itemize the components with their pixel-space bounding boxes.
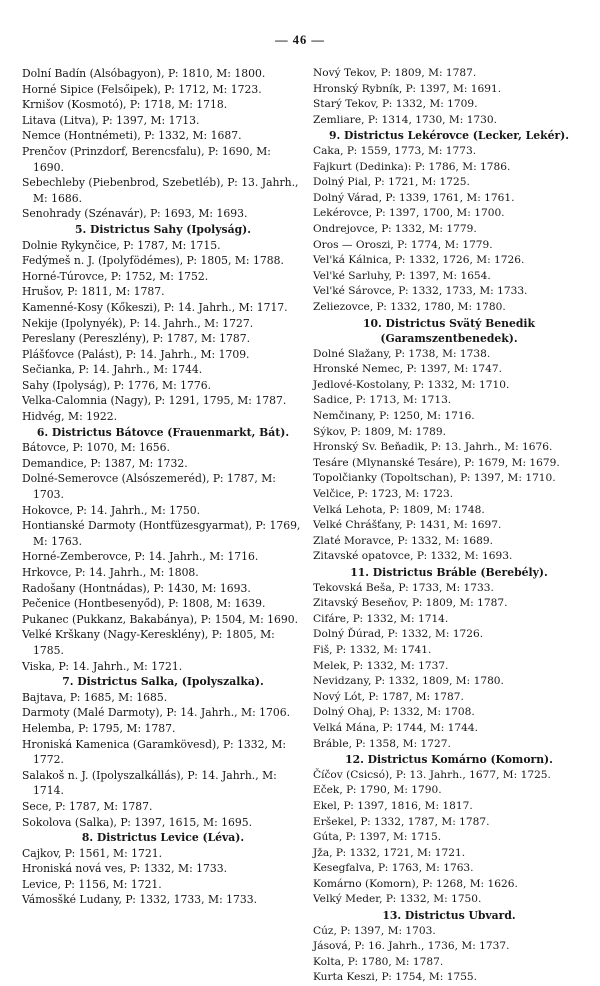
parish-entry: Velká Lehota, P: 1809, M: 1748.: [313, 503, 485, 516]
parish-entry: Cajkov, P: 1561, M: 1721.: [22, 846, 163, 860]
parish-entry: Salakoš n. J. (Ipolyszalkállás), P: 14. Jahrh., M: 1714.: [22, 768, 277, 798]
parish-entry: Komárno (Komorn), P: 1268, M: 1626.: [313, 877, 518, 890]
parish-entry: Velká Mána, P: 1744, M: 1744.: [313, 721, 478, 734]
right-column: [313, 66, 585, 986]
district-heading-text: 9. Districtus Lekérovce (Lecker, Lekér).: [328, 129, 570, 143]
parish-entry: Dolný Ohaj, P: 1332, M: 1708.: [313, 706, 475, 719]
left-column: [22, 66, 304, 908]
parish-entry: Demandice, P: 1387, M: 1732.: [22, 456, 188, 470]
parish-entry: Hronské Nemec, P: 1397, M: 1747.: [313, 363, 503, 376]
district-heading-text: 11. Districtus Bráble (Berebély).: [350, 566, 548, 579]
parish-entry: Topolčianky (Topoltschan), P: 1397, M: 1710.: [313, 472, 556, 485]
parish-entry: Dolný Várad, P: 1339, 1761, M: 1761.: [313, 191, 515, 204]
district-heading: [313, 128, 585, 144]
parish-entry: Nekije (Ipolynyék), P: 14. Jahrh., M: 1727.: [22, 316, 254, 330]
parish-entry: Helemba, P: 1795, M: 1787.: [22, 721, 176, 735]
parish-entry: Cifáre, P: 1332, M: 1714.: [313, 612, 449, 625]
parish-entry: Radošany (Hontnádas), P: 1430, M: 1693.: [22, 581, 251, 595]
parish-entry: Vámosšké Ludany, P: 1332, 1733, M: 1733.: [22, 893, 258, 907]
parish-entry: Gúta, P: 1397, M: 1715.: [313, 831, 442, 844]
parish-entry: Číčov (Csicsó), P: 13. Jahrh., 1677, M: 1725.: [313, 768, 551, 781]
parish-entry: Dolní Badín (Alsóbagyon), P: 1810, M: 1800.: [22, 67, 266, 80]
district-heading: [313, 752, 585, 768]
district-heading-text: 12. Districtus Komárno (Komorn).: [345, 753, 553, 767]
parish-entry: Zemliare, P: 1314, 1730, M: 1730.: [313, 113, 498, 126]
parish-entry: Sýkov, P: 1809, M: 1789.: [313, 425, 446, 438]
district-heading: [313, 316, 585, 347]
district-heading-text: 7. Districtus Salka, (Ipolyszalka).: [62, 675, 264, 689]
parish-entry: Tesáre (Mlynanské Tesáre), P: 1679, M: 1679.: [313, 456, 560, 469]
parish-entry: Pečenice (Hontbesenyőd), P: 1808, M: 1639.: [22, 597, 266, 611]
parish-entry: Zlaté Moravce, P: 1332, M: 1689.: [313, 534, 493, 547]
parish-entry: Hokovce, P: 14. Jahrh., M: 1750.: [22, 503, 201, 517]
parish-entry: Prenčov (Prinzdorf, Berencsfalu), P: 1690, M: 1690.: [22, 144, 271, 174]
parish-entry: Jža, P: 1332, 1721, M: 1721.: [313, 846, 466, 859]
parish-entry: Velčice, P: 1723, M: 1723.: [313, 488, 454, 501]
district-heading-text: 6. Districtus Bátovce (Frauenmarkt, Bát).: [36, 425, 290, 439]
parish-entry: Horné Sipice (Felsőipek), P: 1712, M: 1723.: [22, 82, 262, 96]
district-heading: [313, 565, 585, 581]
parish-entry: Vel'ká Kálnica, P: 1332, 1726, M: 1726.: [313, 254, 525, 267]
parish-entry: Dolný Pial, P: 1721, M: 1725.: [313, 176, 470, 189]
parish-entry: Bajtava, P: 1685, M: 1685.: [22, 690, 168, 704]
parish-entry: Dolné Slažany, P: 1738, M: 1738.: [313, 347, 491, 360]
parish-entry: Sece, P: 1787, M: 1787.: [22, 799, 153, 813]
parish-entry: Hrkovce, P: 14. Jahrh., M: 1808.: [22, 566, 199, 579]
parish-entry: Bráble, P: 1358, M: 1727.: [313, 737, 451, 750]
parish-entry: Fedýmeš n. J. (Ipolyfödémes), P: 1805, M: 1788.: [22, 254, 284, 268]
parish-entry: Jásová, P: 16. Jahrh., 1736, M: 1737.: [313, 940, 510, 953]
parish-entry: Hronský Rybník, P: 1397, M: 1691.: [313, 82, 502, 95]
parish-entry: Kurta Keszi, P: 1754, M: 1755.: [313, 971, 478, 984]
parish-entry: Velka-Calomnia (Nagy), P: 1291, 1795, M: 1787.: [22, 394, 287, 408]
parish-entry: Sokolova (Salka), P: 1397, 1615, M: 1695.: [22, 815, 253, 829]
parish-entry: Hidvég, M: 1922.: [22, 410, 118, 424]
parish-entry: Fiš, P: 1332, M: 1741.: [313, 643, 432, 656]
parish-entry: Vel'ké Sárovce, P: 1332, 1733, M: 1733.: [313, 285, 528, 298]
parish-entry: Krnišov (Kosmotó), P: 1718, M: 1718.: [22, 98, 228, 112]
parish-entry: Nový Lót, P: 1787, M: 1787.: [313, 690, 464, 703]
parish-entry: Sečianka, P: 14. Jahrh., M: 1744.: [22, 363, 203, 377]
parish-entry: Senohrady (Szénavár), P: 1693, M: 1693.: [22, 207, 248, 221]
parish-entry: Dolnie Rykynčice, P: 1787, M: 1715.: [22, 238, 221, 252]
parish-entry: Sebechleby (Piebenbrod, Szebetléb), P: 13. Jahrh., M: 1686.: [22, 176, 299, 205]
parish-entry: Dolné-Semerovce (Alsószemeréd), P: 1787, M: 1703.: [22, 472, 276, 502]
parish-entry: Darmoty (Malé Darmoty), P: 14. Jahrh., M: 1706.: [22, 706, 291, 720]
district-heading-text: 10. Districtus Svätý Benedik (Garamszentbenedek).: [362, 316, 536, 346]
parish-entry: Cúz, P: 1397, M: 1703.: [313, 924, 436, 937]
parish-entry: Nový Tekov, P: 1809, M: 1787.: [313, 67, 477, 79]
parish-entry: Zitavský Beseňov, P: 1809, M: 1787.: [313, 597, 508, 610]
parish-entry: Caka, P: 1559, 1773, M: 1773.: [313, 144, 477, 157]
parish-entry: Hroniská Kamenica (Garamkövesd), P: 1332, M: 1772.: [22, 737, 287, 767]
parish-entry: Sadice, P: 1713, M: 1713.: [313, 394, 452, 407]
district-heading: [22, 425, 304, 441]
parish-entry: Dolný Ďúrad, P: 1332, M: 1726.: [313, 628, 484, 641]
district-heading: [22, 674, 304, 690]
parish-entry: Ekel, P: 1397, 1816, M: 1817.: [313, 799, 473, 812]
parish-entry: Eček, P: 1790, M: 1790.: [313, 784, 442, 797]
parish-entry: Lekérovce, P: 1397, 1700, M: 1700.: [313, 207, 505, 220]
parish-entry: Plášťovce (Palást), P: 14. Jahrh., M: 1709.: [22, 347, 250, 361]
parish-entry: Velké Chrášťany, P: 1431, M: 1697.: [313, 519, 502, 532]
district-heading: [22, 222, 304, 238]
parish-entry: Jedlové-Kostolany, P: 1332, M: 1710.: [313, 378, 510, 391]
parish-entry: Pukanec (Pukkanz, Bakabánya), P: 1504, M: 1690.: [22, 612, 299, 626]
parish-entry: Oros — Oroszi, P: 1774, M: 1779.: [313, 238, 493, 251]
parish-entry: Ondrejovce, P: 1332, M: 1779.: [313, 222, 477, 235]
parish-entry: Hrušov, P: 1811, M: 1787.: [22, 285, 165, 299]
district-heading: [22, 830, 304, 846]
parish-entry: Tekovská Beša, P: 1733, M: 1733.: [313, 581, 494, 594]
parish-entry: Sahy (Ipolyság), P: 1776, M: 1776.: [22, 378, 212, 392]
district-heading: [313, 908, 585, 924]
parish-entry: Zeliezovce, P: 1332, 1780, M: 1780.: [313, 300, 506, 313]
parish-entry: Pereslany (Pereszlény), P: 1787, M: 1787.: [22, 332, 251, 346]
parish-entry: Bátovce, P: 1070, M: 1656.: [22, 441, 170, 455]
parish-entry: Fajkurt (Dedinka): P: 1786, M: 1786.: [313, 160, 511, 173]
district-heading-text: 13. Districtus Ubvard.: [382, 909, 516, 923]
parish-entry: Hontianské Darmoty (Hontfüzesgyarmat), P: 1769, M: 1763.: [22, 519, 301, 548]
parish-entry: Starý Tekov, P: 1332, M: 1709.: [313, 98, 478, 111]
parish-entry: Kamenné-Kosy (Kőkeszi), P: 14. Jahrh., M: 1717.: [22, 300, 288, 314]
parish-entry: Horné-Túrovce, P: 1752, M: 1752.: [22, 269, 209, 283]
parish-entry: Nevidzany, P: 1332, 1809, M: 1780.: [313, 675, 504, 688]
parish-entry: Eršekel, P: 1332, 1787, M: 1787.: [313, 815, 490, 828]
parish-entry: Horné-Zemberovce, P: 14. Jahrh., M: 1716.: [22, 550, 259, 564]
district-heading-text: 8. Districtus Levice (Léva).: [81, 831, 245, 845]
parish-entry: Kesegfalva, P: 1763, M: 1763.: [313, 862, 474, 875]
parish-entry: Nemce (Hontnémeti), P: 1332, M: 1687.: [22, 129, 242, 143]
parish-entry: Viska, P: 14. Jahrh., M: 1721.: [22, 659, 183, 673]
parish-entry: Velké Krškany (Nagy-Keresklény), P: 1805, M: 1785.: [22, 628, 275, 657]
parish-entry: Melek, P: 1332, M: 1737.: [313, 659, 449, 672]
district-heading-text: 5. Districtus Sahy (Ipolyság).: [74, 222, 252, 236]
parish-entry: Kolta, P: 1780, M: 1787.: [313, 955, 444, 968]
parish-entry: Zitavské opatovce, P: 1332, M: 1693.: [313, 550, 513, 563]
page-number: — 46 —: [275, 33, 325, 47]
parish-entry: Vel'ké Sarluhy, P: 1397, M: 1654.: [313, 269, 491, 282]
parish-entry: Litava (Litva), P: 1397, M: 1713.: [22, 113, 200, 127]
parish-entry: Levice, P: 1156, M: 1721.: [22, 877, 162, 891]
parish-entry: Velký Meder, P: 1332, M: 1750.: [313, 893, 482, 906]
parish-entry: Hroniská nová ves, P: 1332, M: 1733.: [22, 862, 228, 876]
parish-entry: Nemčinany, P: 1250, M: 1716.: [313, 410, 475, 423]
parish-entry: Hronský Sv. Beňadik, P: 13. Jahrh., M: 1676.: [313, 441, 553, 454]
